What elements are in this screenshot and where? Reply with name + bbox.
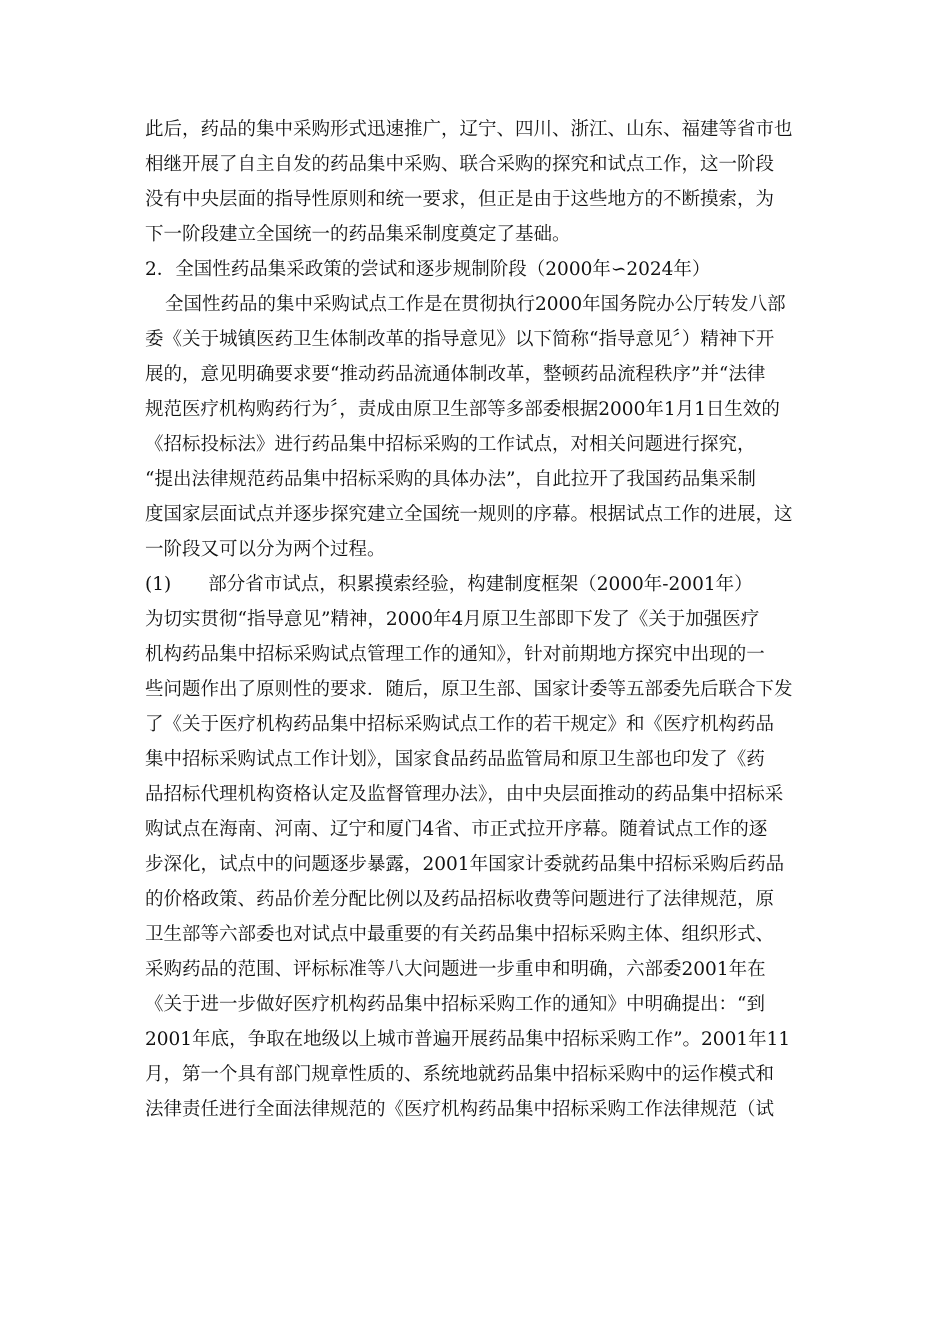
text-line: 集中招标采购试点工作计划》，国家食品药品监管局和原卫生部也印发了《药 (145, 749, 765, 770)
text-line: 品招标代理机构资格认定及监督管理办法》，由中央层面推动的药品集中招标采 (145, 784, 784, 805)
text-line: 步深化，试点中的问题逐步暴露，2001年国家计委就药品集中招标采购后药品 (145, 854, 785, 875)
text-line: 展的，意见明确要求要“推动药品流通体制改革，整顿药品流程秩序”并“法律 (145, 364, 766, 385)
text-line: 全国性药品的集中采购试点工作是在贯彻执行2000年国务院办公厅转发八部 (165, 294, 786, 315)
text-line: 机构药品集中招标采购试点管理工作的通知》，针对前期地方探究中出现的一 (145, 644, 765, 665)
text-line: 《关于进一步做好医疗机构药品集中招标采购工作的通知》中明确提出：“到 (145, 994, 765, 1015)
text-line: 些问题作出了原则性的要求．随后，原卫生部、国家计委等五部委先后联合下发 (145, 679, 793, 700)
text-line: 度国家层面试点并逐步探究建立全国统一规则的序幕。根据试点工作的进展，这 (145, 504, 793, 525)
text-line: 没有中央层面的指导性原则和统一要求，但正是由于这些地方的不断摸索，为 (145, 189, 775, 210)
text-line: “提出法律规范药品集中招标采购的具体办法”，自此拉开了我国药品集采制 (145, 469, 756, 490)
text-line: 此后，药品的集中采购形式迅速推广，辽宁、四川、浙江、山东、福建等省市也 (145, 119, 793, 140)
text-line: 下一阶段建立全国统一的药品集采制度奠定了基础。 (145, 224, 571, 245)
text-line: 相继开展了自主自发的药品集中采购、联合采购的探究和试点工作，这一阶段 (145, 154, 775, 175)
text-line: 委《关于城镇医药卫生体制改革的指导意见》以下简称“指导意见〞）精神下开 (145, 329, 775, 350)
body-text (145, 112, 810, 1127)
text-line: 2001年底，争取在地级以上城市普遍开展药品集中招标采购工作”。2001年11 (145, 1029, 791, 1050)
text-line: 为切实贯彻“指导意见”精神，2000年4月原卫生部即下发了《关于加强医疗 (145, 609, 760, 630)
text-line: 一阶段又可以分为两个过程。 (145, 539, 386, 560)
text-line: 规范医疗机构购药行为〞，责成由原卫生部等多部委根据2000年1月1日生效的 (145, 399, 780, 420)
subsection-heading: (1) 部分省市试点，积累摸索经验，构建制度框架（2000年-2001年） (145, 574, 753, 595)
text-line: 《招标投标法》进行药品集中招标采购的工作试点，对相关问题进行探究， (145, 434, 756, 455)
text-line: 卫生部等六部委也对试点中最重要的有关药品集中招标采购主体、组织形式、 (145, 924, 775, 945)
section-heading: 2．全国性药品集采政策的尝试和逐步规制阶段（2000年∽2024年） (145, 259, 711, 280)
text-line: 法律责任进行全面法律规范的《医疗机构药品集中招标采购工作法律规范（试 (145, 1099, 775, 1120)
text-line: 月，第一个具有部门规章性质的、系统地就药品集中招标采购中的运作模式和 (145, 1064, 775, 1085)
text-line: 采购药品的范围、评标标准等八大问题进一步重申和明确，六部委2001年在 (145, 959, 766, 980)
text-line: 了《关于医疗机构药品集中招标采购试点工作的若干规定》和《医疗机构药品 (145, 714, 775, 735)
text-line: 购试点在海南、河南、辽宁和厦门4省、市正式拉开序幕。随着试点工作的逐 (145, 819, 768, 840)
text-line: 的价格政策、药品价差分配比例以及药品招标收费等问题进行了法律规范，原 (145, 889, 775, 910)
